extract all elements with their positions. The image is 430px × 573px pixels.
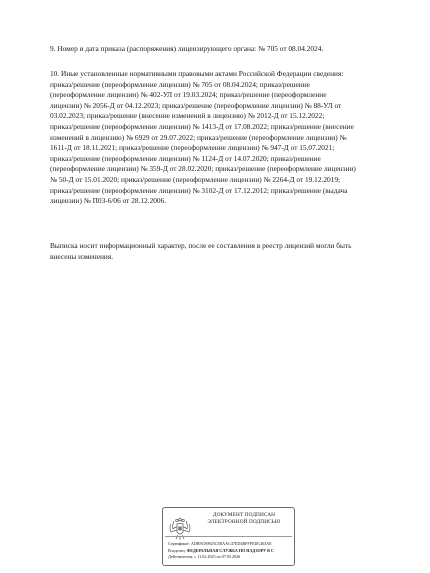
stamp-owner: ФЕДЕРАЛЬНАЯ СЛУЖБА ПО НАДЗОРУ В С <box>186 547 274 553</box>
stamp-title: ДОКУМЕНТ ПОДПИСАН ЭЛЕКТРОННОЙ ПОДПИСЬЮ <box>207 512 281 525</box>
disclaimer-paragraph: Выписка носит информационный характер, после ее составления в реестр лицензий могли быть внесены изменения. <box>50 241 352 261</box>
stamp-divider <box>165 536 292 537</box>
electronic-signature-stamp <box>162 507 295 566</box>
other-information-paragraph: 10. Иные установленные нормативными правовыми актами Российской Федерации сведения: приказ/решение (переоформление лицензии) № 705 от 08.04.2024; приказ/решение (переоформление лицензии) № 402-УЛ от 19.03.2024; приказ/решение (переоформление лицензии) № 2056-Д от 04.12.2023; приказ/решение (переоформление лицензии) № 88-УЛ от 03.02.2023; приказ/решение (внесение изменений в лицензию) № 2012-Д от 15.12.2022; приказ/решение (переоформление лицензии) № 1413-Д от 17.08.2022; приказ/решение (внесение изменений в лицензию) № 6929 от 29.07.2022; приказ/решение (переоформление лицензии) № 1611-Д от 18.11.2021; приказ/решение (переоформление лицензии) № 947-Д от 15.07.2021; приказ/решение (переоформление лицензии) № 1124-Д от 14.07.2020; приказ/решение (переоформление лицензии) № 359-Д от 28.02.2020; приказ/решение (переоформление лицензии) № 50-Д от 15.01.2020; приказ/решение (переоформление лицензии) № 2264-Д от 19.12.2019; приказ/решение (переоформление лицензии) № 3102-Д от 17.12.2012; приказ/решение (выдача лицензии) № П03-6/06 от 28.12.2006. <box>50 69 356 206</box>
stamp-details <box>168 541 294 561</box>
russian-coat-of-arms-icon <box>168 515 192 542</box>
stamp-owner-line <box>168 548 294 555</box>
stamp-certificate: Сертификат: ADB9C89925C5BAAC47ED4BFFFEDC463AE <box>168 541 272 546</box>
stamp-validity: Действителен: с 11.02.2025 по 07.05.2026 <box>168 554 241 560</box>
stamp-owner-label: Владелец: <box>168 547 187 553</box>
license-order-number-paragraph: 9. Номер и дата приказа (распоряжения) лицензирующего органа: № 705 от 08.04.2024. <box>50 44 324 53</box>
